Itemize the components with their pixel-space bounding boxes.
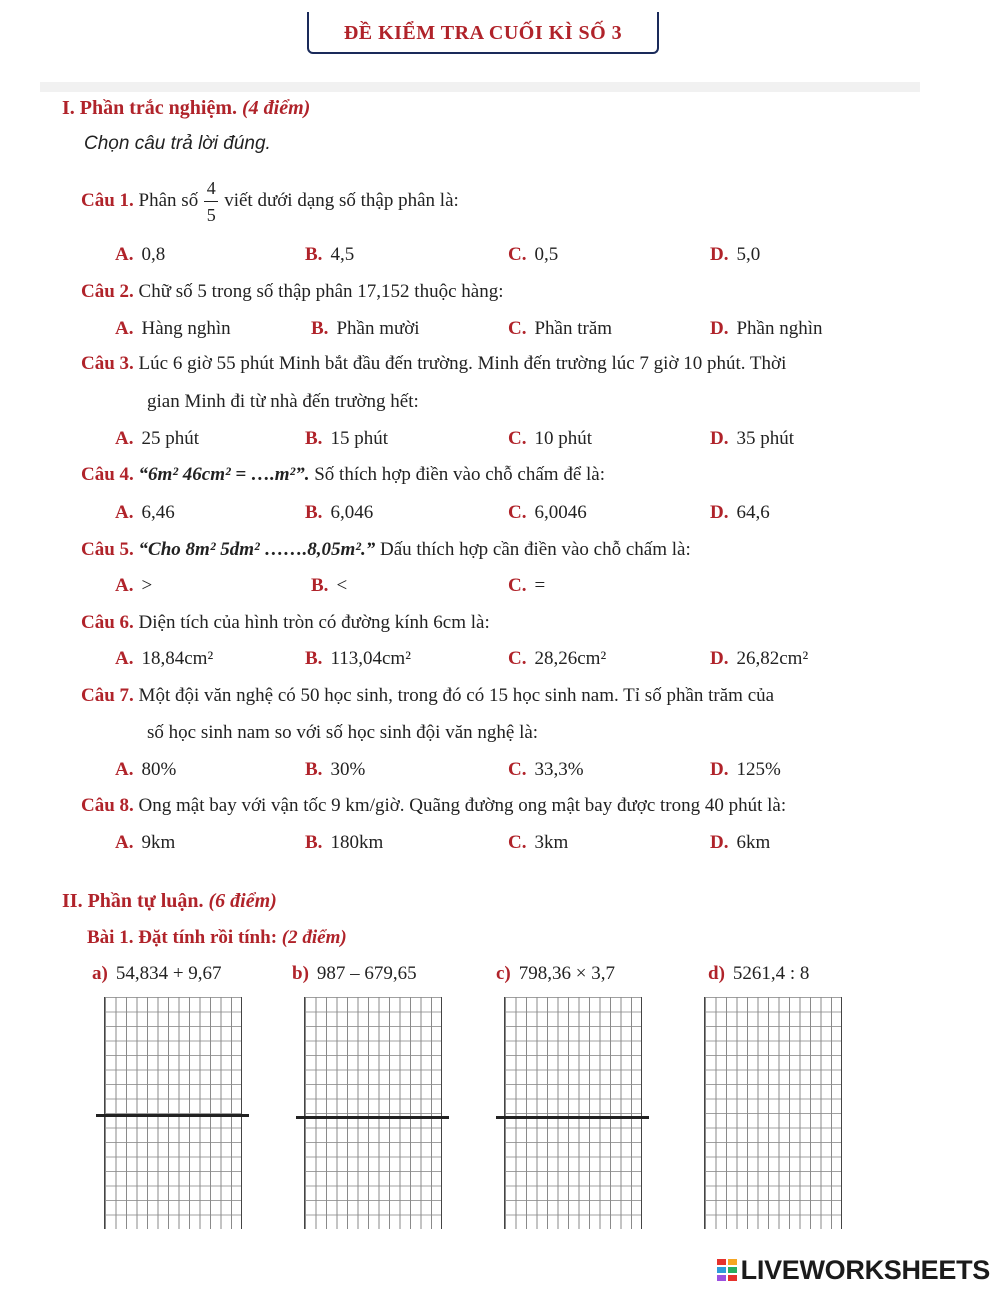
q7-option-a[interactable]: A. 80%	[115, 759, 177, 780]
exercise-1-points: (2 điểm)	[281, 927, 347, 948]
q6-option-a[interactable]: A. 18,84cm²	[115, 648, 214, 669]
fraction-denominator: 5	[206, 205, 216, 225]
q1-option-a[interactable]: A. 0,8	[115, 244, 166, 265]
work-grid-c-rule	[496, 1116, 649, 1119]
q6-option-c[interactable]: C. 28,26cm²	[508, 648, 607, 669]
exercise-a: a) 54,834 + 9,67	[92, 963, 222, 984]
liveworksheets-logo	[717, 1255, 990, 1286]
question-number: Câu 5.	[81, 539, 134, 560]
question-number: Câu 1.	[81, 189, 134, 211]
exercise-1-label: Bài 1. Đặt tính rồi tính:	[87, 927, 278, 948]
question-7-line2: số học sinh nam so với số học sinh đội văn nghệ là:	[147, 722, 539, 743]
section2-label: II. Phần tự luận.	[62, 890, 204, 912]
exercise-b: b) 987 – 679,65	[292, 963, 417, 984]
q3-option-a[interactable]: A. 25 phút	[115, 428, 200, 449]
question-expression: “6m² 46cm² = ….m²”.	[138, 464, 310, 485]
question-number: Câu 3.	[81, 353, 134, 374]
q3-option-c[interactable]: C. 10 phút	[508, 428, 593, 449]
question-text: Một đội văn nghệ có 50 học sinh, trong đó có 15 học sinh nam. Tỉ số phần trăm của	[138, 685, 775, 706]
question-text: viết dưới dạng số thập phân là:	[224, 189, 459, 211]
q2-option-a[interactable]: A. Hàng nghìn	[115, 318, 231, 339]
question-text: Số thích hợp điền vào chỗ chấm để là:	[314, 464, 605, 485]
work-grid-d[interactable]	[704, 997, 842, 1229]
q7-option-c[interactable]: C. 33,3%	[508, 759, 584, 780]
header-divider	[40, 82, 920, 92]
question-number: Câu 8.	[81, 795, 134, 816]
exercise-1-heading	[87, 927, 347, 949]
section1-heading	[62, 97, 310, 120]
question-text: Lúc 6 giờ 55 phút Minh bắt đầu đến trường. Minh đến trường lúc 7 giờ 10 phút. Thời	[138, 353, 787, 374]
exercise-c: c) 798,36 × 3,7	[496, 963, 615, 984]
question-number: Câu 7.	[81, 685, 134, 706]
q2-option-b[interactable]: B. Phần mười	[311, 318, 420, 339]
question-1	[81, 178, 459, 225]
q4-option-a[interactable]: A. 6,46	[115, 502, 175, 523]
question-7	[81, 685, 774, 707]
q8-option-c[interactable]: C. 3km	[508, 832, 569, 853]
question-6	[81, 612, 490, 634]
question-3-line2: gian Minh đi từ nhà đến trường hết:	[147, 391, 419, 412]
q5-option-b[interactable]: B. <	[311, 575, 348, 596]
q8-option-b[interactable]: B. 180km	[305, 832, 384, 853]
question-2	[81, 281, 503, 303]
section2-points: (6 điểm)	[208, 890, 277, 912]
section1-points: (4 điểm)	[242, 97, 311, 119]
q5-option-a[interactable]: A. >	[115, 575, 153, 596]
q1-option-b[interactable]: B. 4,5	[305, 244, 355, 265]
work-grid-b[interactable]	[304, 997, 442, 1229]
question-text: Dấu thích hợp cần điền vào chỗ chấm là:	[379, 539, 691, 560]
question-text: Phân số	[138, 189, 199, 211]
q3-option-b[interactable]: B. 15 phút	[305, 428, 388, 449]
q4-option-c[interactable]: C. 6,0046	[508, 502, 587, 523]
question-number: Câu 4.	[81, 464, 134, 485]
question-text: Diện tích của hình tròn có đường kính 6cm là:	[138, 612, 490, 633]
section1-instruction: Chọn câu trả lời đúng.	[84, 133, 271, 154]
section2-heading	[62, 890, 277, 913]
question-number: Câu 2.	[81, 281, 134, 302]
question-number: Câu 6.	[81, 612, 134, 633]
q8-option-a[interactable]: A. 9km	[115, 832, 176, 853]
q7-option-b[interactable]: B. 30%	[305, 759, 366, 780]
work-grid-a[interactable]	[104, 997, 242, 1229]
q3-option-d[interactable]: D. 35 phút	[710, 428, 795, 449]
section1-label: I. Phần trắc nghiệm.	[62, 97, 237, 119]
question-expression: “Cho 8m² 5dm² …….8,05m².”	[138, 539, 376, 560]
q1-option-d[interactable]: D. 5,0	[710, 244, 761, 265]
question-4	[81, 464, 605, 486]
exercise-d: d) 5261,4 : 8	[708, 963, 810, 984]
fraction-numerator: 4	[206, 178, 216, 198]
q4-option-d[interactable]: D. 64,6	[710, 502, 770, 523]
q6-option-d[interactable]: D. 26,82cm²	[710, 648, 809, 669]
q4-option-b[interactable]: B. 6,046	[305, 502, 374, 523]
q6-option-b[interactable]: B. 113,04cm²	[305, 648, 411, 669]
work-grid-a-rule	[96, 1114, 249, 1117]
question-text: Ong mật bay với vận tốc 9 km/giờ. Quãng đường ong mật bay được trong 40 phút là:	[138, 795, 787, 816]
logo-text: LIVEWORKSHEETS	[740, 1255, 990, 1285]
work-grid-c[interactable]	[504, 997, 642, 1229]
fraction	[204, 178, 218, 225]
logo-icon	[717, 1259, 737, 1281]
question-text: Chữ số 5 trong số thập phân 17,152 thuộc hàng:	[138, 281, 504, 302]
q1-option-c[interactable]: C. 0,5	[508, 244, 559, 265]
question-8	[81, 795, 786, 817]
q5-option-c[interactable]: C. =	[508, 575, 546, 596]
page-title: ĐỀ KIỂM TRA CUỐI KÌ SỐ 3	[307, 12, 659, 54]
question-3	[81, 353, 786, 375]
q2-option-c[interactable]: C. Phần trăm	[508, 318, 613, 339]
q2-option-d[interactable]: D. Phần nghìn	[710, 318, 823, 339]
q7-option-d[interactable]: D. 125%	[710, 759, 781, 780]
q8-option-d[interactable]: D. 6km	[710, 832, 771, 853]
work-grid-b-rule	[296, 1116, 449, 1119]
question-5	[81, 539, 691, 561]
